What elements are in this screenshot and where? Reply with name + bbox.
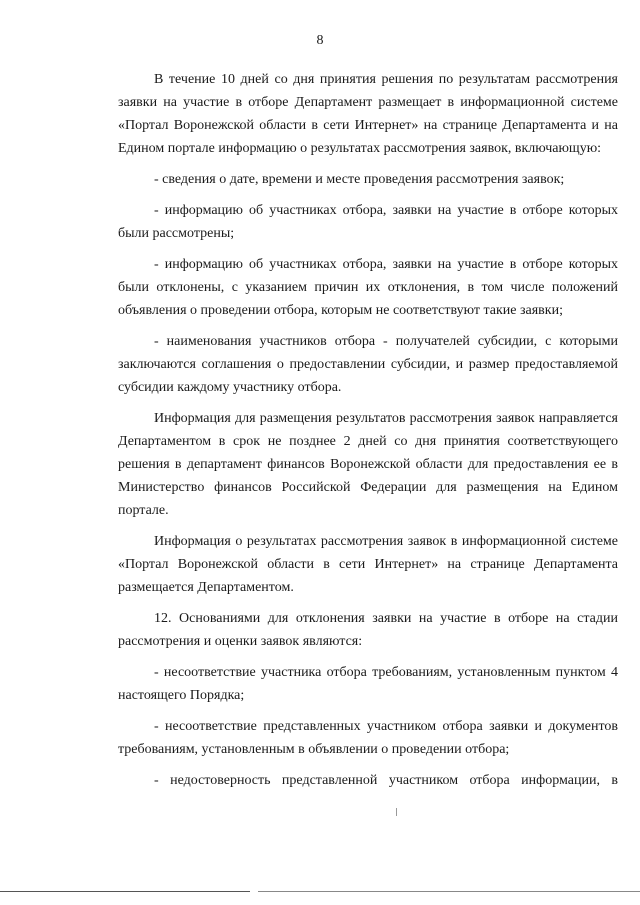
list-item-subsidy-recipients: - наименования участников отбора - получателей субсидии, с которыми заключаются соглашения о предоставлении субсидии, и размер предоставляемой субсидии каждому участнику отбора.	[118, 334, 618, 395]
paragraph-results-publication: В течение 10 дней со дня принятия решения по результатам рассмотрения заявки на участие в отборе Департамент размещает в информационной системе «Портал Воронежской области в сети Интернет» на странице Департамента и на Едином портале информацию о результатах рассмотрения заявок, включающую:	[118, 72, 618, 156]
document-body	[118, 68, 618, 792]
paragraph-information-transfer: Информация для размещения результатов рассмотрения заявок направляется Департаментом в срок не позднее 2 дней со дня принятия соответствующего решения в департамент финансов Воронежской области для предоставления ее в Министерство финансов Российской Федерации для размещения на Едином портале.	[118, 411, 618, 518]
footer-rule-right	[258, 891, 640, 892]
list-item-documents-noncompliance: - несоответствие представленных участником отбора заявки и документов требованиям, установленным в объявлении о проведении отбора;	[118, 719, 618, 757]
list-item-rejected-participants: - информацию об участниках отбора, заявки на участие в отборе которых были отклонены, с указанием причин их отклонения, в том числе положений объявления о проведении отбора, которым не соответствуют такие заявки;	[118, 257, 618, 318]
paragraph-portal-publication: Информация о результатах рассмотрения заявок в информационной системе «Портал Воронежской области в сети Интернет» на странице Департамента размещается Департаментом.	[118, 534, 618, 595]
list-item-reviewed-participants: - информацию об участниках отбора, заявки на участие в отборе которых были рассмотрены;	[118, 203, 618, 241]
footer-rule-left	[0, 891, 250, 892]
list-item-participant-noncompliance: - несоответствие участника отбора требованиям, установленным пунктом 4 настоящего Порядка;	[118, 665, 618, 703]
scan-mark	[396, 808, 397, 816]
paragraph-rejection-grounds: 12. Основаниями для отклонения заявки на участие в отборе на стадии рассмотрения и оценки заявок являются:	[118, 611, 618, 649]
list-item-false-information: - недостоверность представленной участником отбора информации, в	[154, 773, 618, 788]
page-number: 8	[316, 33, 324, 48]
list-item-review-date: - сведения о дате, времени и месте проведения рассмотрения заявок;	[154, 172, 565, 187]
